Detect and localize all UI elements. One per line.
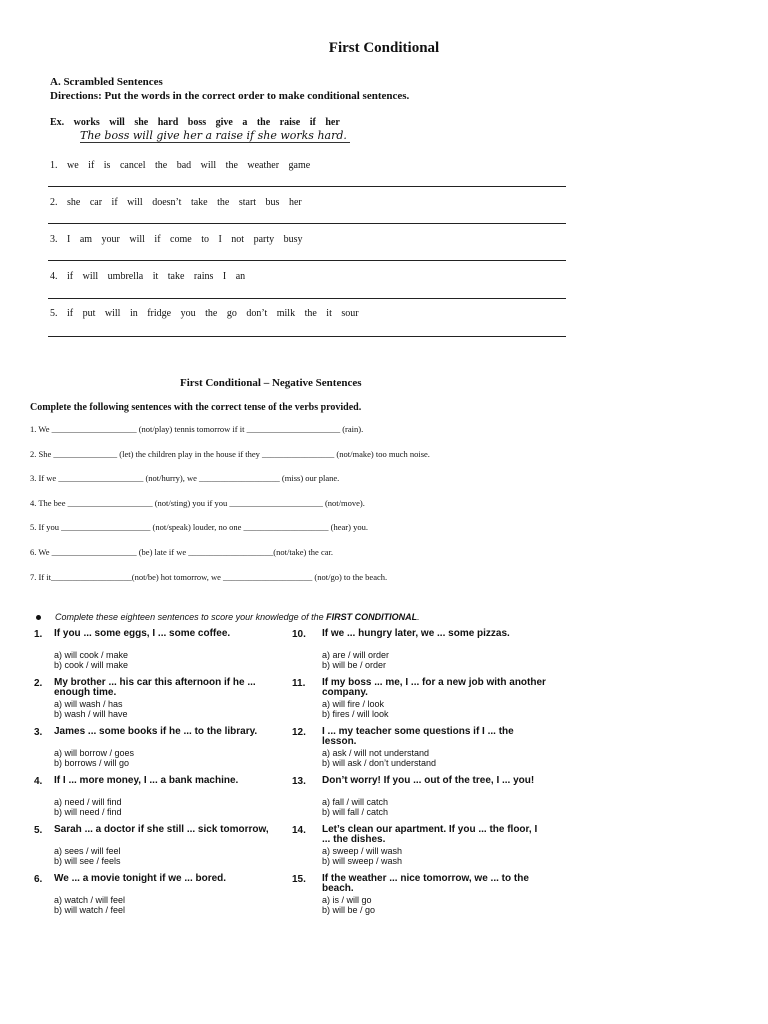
negative-item: 3. If we ____________________ (not/hurry), we ___________________ (miss) our plane. — [30, 473, 340, 483]
option-b: b) borrows / will go — [54, 758, 130, 768]
question-stem: I ... my teacher some questions if I ... the lesson. — [322, 726, 514, 747]
question-number: 2. — [34, 678, 43, 689]
question-stem: If you ... some eggs, I ... some coffee. — [54, 628, 231, 639]
option-a: a) watch / will feel — [54, 895, 126, 905]
answer-line — [48, 260, 566, 261]
option-a: a) sweep / will wash — [322, 846, 403, 856]
option-a: a) sees / will feel — [54, 846, 121, 856]
question-stem: If my boss ... me, I ... for a new job with another company. — [322, 677, 546, 698]
quiz-intro — [36, 612, 420, 622]
section-b-title: First Conditional – Negative Sentences — [180, 377, 362, 389]
question-number: 12. — [292, 727, 306, 738]
section-a-directions: Directions: Put the words in the correct order to make conditional sentences. — [50, 90, 410, 102]
question-number: 3. — [34, 727, 43, 738]
section-a-heading: A. Scrambled Sentences — [50, 76, 163, 88]
option-a: a) need / will find — [54, 797, 122, 807]
section-b-directions: Complete the following sentences with the correct tense of the verbs provided. — [30, 402, 362, 413]
option-a: a) are / will order — [322, 650, 390, 660]
option-b: b) will ask / don’t understand — [322, 758, 437, 768]
question-stem: Let’s clean our apartment. If you ... the floor, I ... the dishes. — [322, 824, 538, 845]
option-b: b) will sweep / wash — [322, 856, 403, 866]
option-b: b) cook / will make — [54, 660, 129, 670]
quiz-intro-bold: FIRST CONDITIONAL — [326, 612, 418, 622]
option-b: b) will fall / catch — [322, 807, 389, 817]
answer-line — [48, 223, 566, 224]
option-a: a) will wash / has — [54, 699, 123, 709]
question-stem: If we ... hungry later, we ... some pizzas. — [322, 628, 510, 639]
question-stem: We ... a movie tonight if we ... bored. — [54, 873, 227, 884]
option-b: b) wash / will have — [54, 709, 128, 719]
option-b: b) will be / order — [322, 660, 387, 670]
scrambled-item: 2. she car if will doesn’t take the start bus her — [50, 197, 302, 208]
question-number: 14. — [292, 825, 306, 836]
option-a: a) is / will go — [322, 895, 372, 905]
example-words: Ex. works will she hard boss give a the raise if her — [50, 117, 340, 128]
answer-line — [48, 186, 566, 187]
question-number: 6. — [34, 874, 43, 885]
negative-item: 5. If you _____________________ (not/speak) louder, no one ____________________ (hear) you. — [30, 522, 368, 532]
option-a: a) ask / will not understand — [322, 748, 430, 758]
option-b: b) will need / find — [54, 807, 122, 817]
option-a: a) will borrow / goes — [54, 748, 135, 758]
question-number: 1. — [34, 629, 43, 640]
question-stem: Don’t worry! If you ... out of the tree, I ... you! — [322, 775, 535, 786]
question-stem: My brother ... his car this afternoon if he ... enough time. — [54, 677, 256, 698]
question-number: 15. — [292, 874, 306, 885]
option-a: a) will fire / look — [322, 699, 385, 709]
quiz-intro-prefix: Complete these eighteen sentences to score your knowledge of the — [55, 612, 327, 622]
answer-line — [48, 298, 566, 299]
question-number: 10. — [292, 629, 306, 640]
option-b: b) fires / will look — [322, 709, 389, 719]
question-number: 11. — [292, 678, 306, 689]
question-stem: James ... some books if he ... to the library. — [54, 726, 258, 737]
option-a: a) fall / will catch — [322, 797, 389, 807]
negative-item: 2. She _______________ (let) the children play in the house if they _________________ (not/make) too much noise. — [30, 449, 430, 459]
scrambled-item: 3. I am your will if come to I not party busy — [50, 234, 303, 245]
question-stem: Sarah ... a doctor if she still ... sick tomorrow, — [54, 824, 269, 835]
option-b: b) will see / feels — [54, 856, 121, 866]
scrambled-item: 5. if put will in fridge you the go don’t milk the it sour — [50, 308, 359, 319]
bullet-icon — [36, 615, 41, 620]
scrambled-item: 4. if will umbrella it take rains I an — [50, 271, 246, 282]
option-a: a) will cook / make — [54, 650, 129, 660]
negative-item: 6. We ____________________ (be) late if we ____________________(not/take) the car. — [30, 547, 333, 557]
scrambled-item: 1. we if is cancel the bad will the weather game — [50, 160, 311, 171]
option-b: b) will watch / feel — [54, 905, 126, 915]
answer-line — [48, 336, 566, 337]
quiz-intro-suffix: . — [417, 612, 420, 622]
negative-item: 4. The bee ____________________ (not/sting) you if you ______________________ (not/move). — [30, 498, 365, 508]
negative-item: 1. We ____________________ (not/play) tennis tomorrow if it ______________________ (rain). — [30, 424, 364, 434]
negative-item: 7. If it___________________(not/be) hot tomorrow, we _____________________ (not/go) to the beach. — [30, 572, 388, 582]
option-b: b) will be / go — [322, 905, 376, 915]
question-stem: If I ... more money, I ... a bank machine. — [54, 775, 239, 786]
example-answer: The boss will give her a raise if she works hard. — [80, 129, 350, 143]
question-number: 5. — [34, 825, 43, 836]
page-title: First Conditional — [328, 40, 440, 56]
question-stem: If the weather ... nice tomorrow, we ... to the beach. — [322, 873, 529, 894]
question-number: 13. — [292, 776, 306, 787]
question-number: 4. — [34, 776, 43, 787]
